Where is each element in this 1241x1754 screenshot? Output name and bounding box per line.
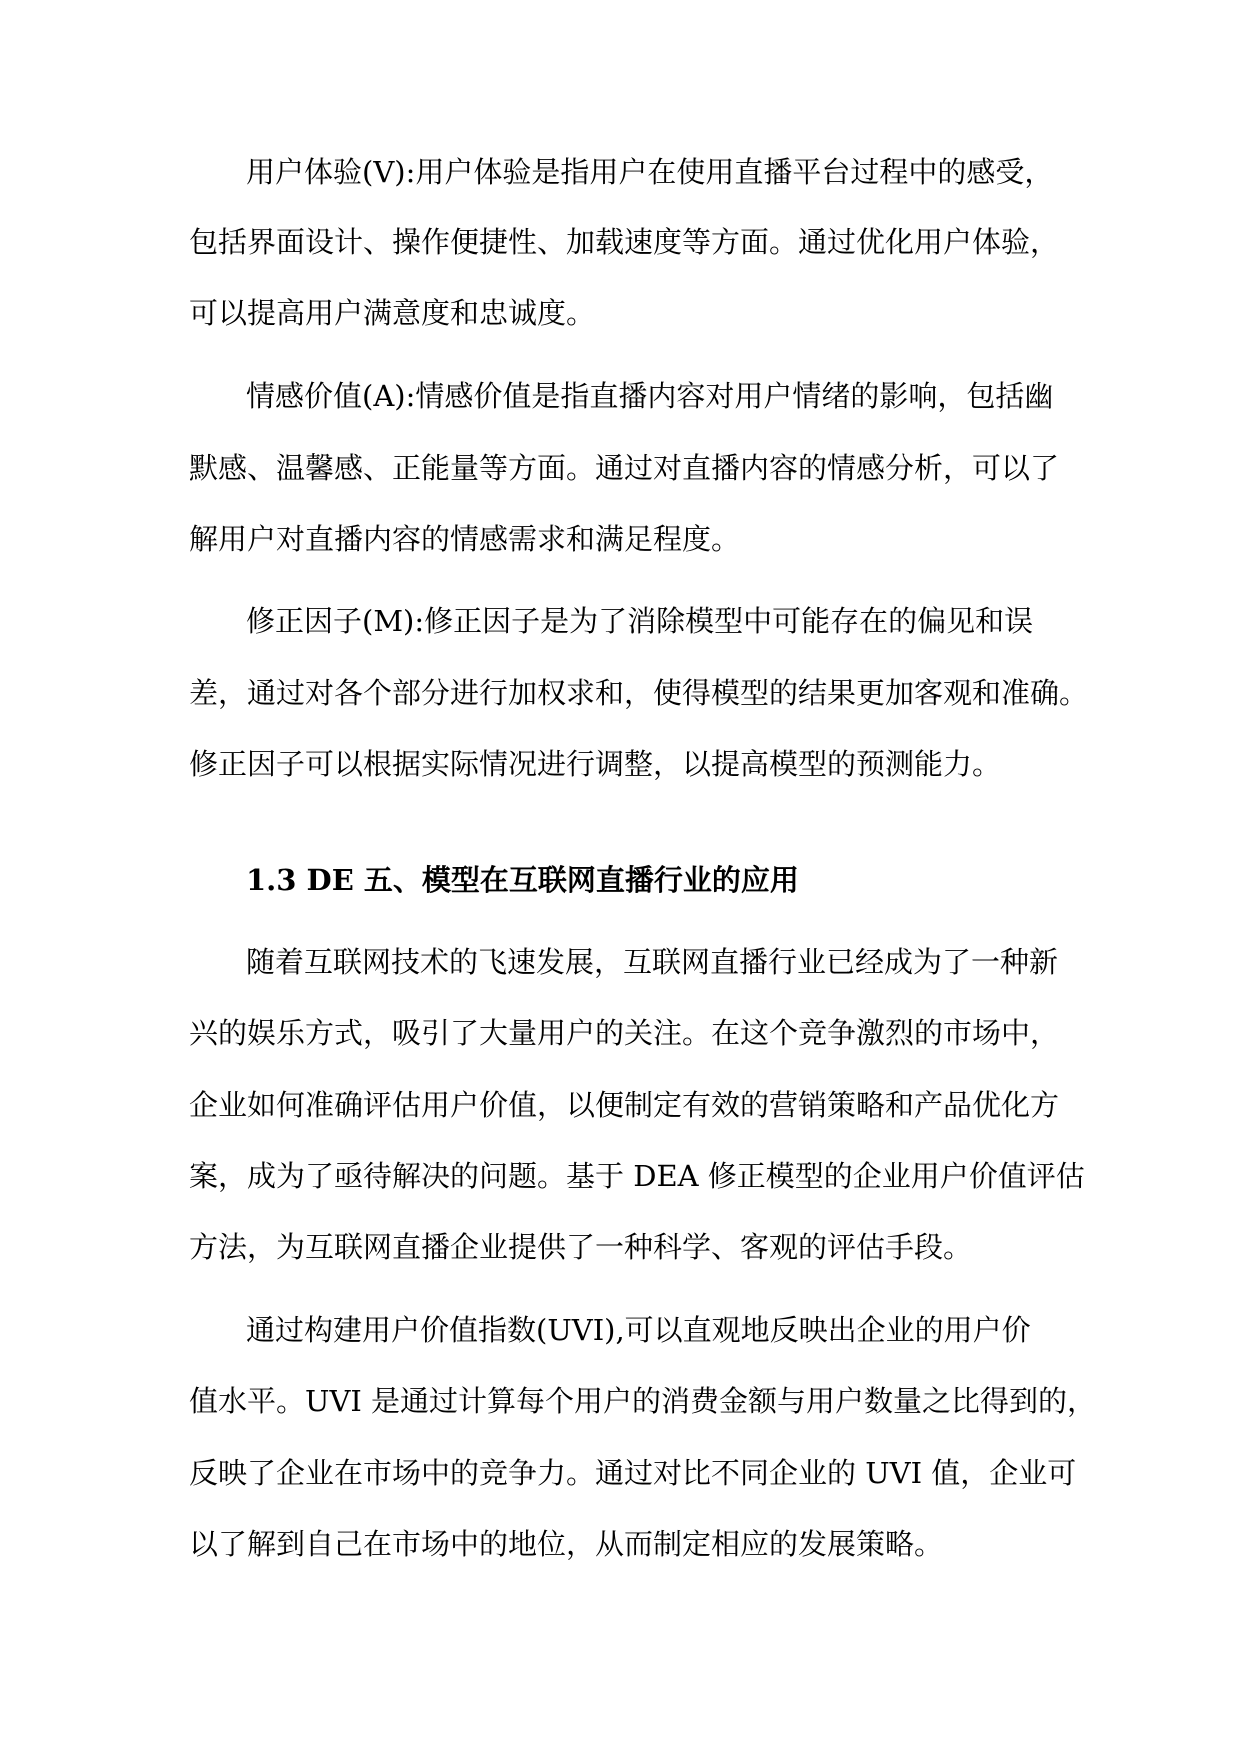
section-heading: 1.3 DE 五、模型在互联网直播行业的应用 (246, 863, 799, 897)
paragraph-line: 以了解到自己在市场中的地位，从而制定相应的发展策略。 (189, 1527, 944, 1561)
paragraph-line: 解用户对直播内容的情感需求和满足程度。 (189, 522, 741, 556)
paragraph-line: 方法，为互联网直播企业提供了一种科学、客观的评估手段。 (189, 1230, 973, 1264)
paragraph-line: 可以提高用户满意度和忠诚度。 (189, 296, 596, 330)
paragraph-line: 兴的娱乐方式，吸引了大量用户的关注。在这个竞争激烈的市场中， (189, 1016, 1060, 1050)
paragraph-line: 反映了企业在市场中的竞争力。通过对比不同企业的 UVI 值，企业可 (189, 1456, 1077, 1490)
paragraph-line: 企业如何准确评估用户价值，以便制定有效的营销策略和产品优化方 (189, 1088, 1060, 1122)
paragraph-line: 通过构建用户价值指数(UVI),可以直观地反映出企业的用户价 (246, 1313, 1031, 1347)
paragraph-line: 情感价值(A):情感价值是指直播内容对用户情绪的影响，包括幽 (246, 379, 1054, 413)
paragraph-line: 修正因子(M):修正因子是为了消除模型中可能存在的偏见和误 (246, 604, 1034, 638)
paragraph-line: 修正因子可以根据实际情况进行调整，以提高模型的预测能力。 (189, 747, 1002, 781)
paragraph-line: 值水平。UVI 是通过计算每个用户的消费金额与用户数量之比得到的， (189, 1384, 1097, 1418)
paragraph-line: 用户体验(V):用户体验是指用户在使用直播平台过程中的感受， (246, 155, 1054, 189)
paragraph-line: 默感、温馨感、正能量等方面。通过对直播内容的情感分析，可以了 (189, 451, 1060, 485)
paragraph-line: 案，成为了亟待解决的问题。基于 DEA 修正模型的企业用户价值评估 (189, 1159, 1085, 1193)
paragraph-line: 差，通过对各个部分进行加权求和，使得模型的结果更加客观和准确。 (189, 676, 1089, 710)
paragraph-line: 包括界面设计、操作便捷性、加载速度等方面。通过优化用户体验， (189, 225, 1060, 259)
paragraph-line: 随着互联网技术的飞速发展，互联网直播行业已经成为了一种新 (246, 945, 1059, 979)
